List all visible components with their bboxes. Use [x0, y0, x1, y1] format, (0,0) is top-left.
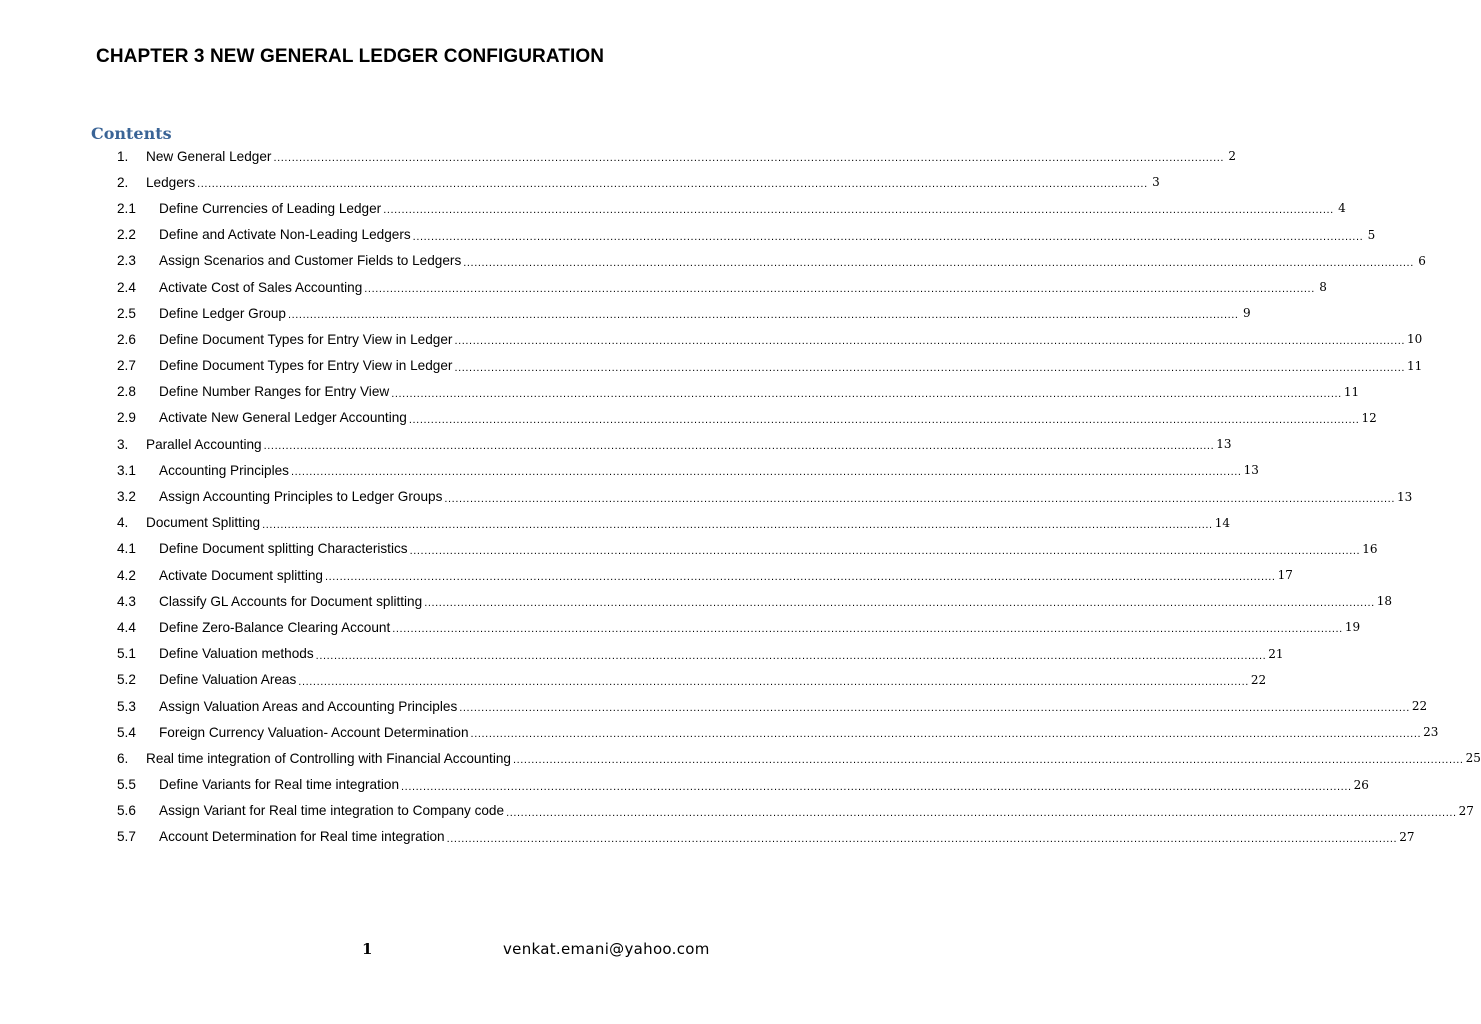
toc-entry-page: 17 — [1277, 568, 1293, 583]
toc-entry[interactable] — [117, 772, 1369, 798]
toc-entry-number: 5.7 — [117, 829, 136, 845]
toc-entry-page: 26 — [1353, 777, 1369, 792]
toc-dot-leader: .................................................................................................................................................................................................................................................................... — [409, 544, 1361, 557]
toc-dot-leader: .................................................................................................................................................................................................................................................................... — [273, 152, 1225, 165]
toc-dot-leader: .................................................................................................................................................................................................................................................................... — [298, 675, 1249, 688]
toc-entry-page: 9 — [1242, 306, 1251, 321]
toc-dot-leader: .................................................................................................................................................................................................................................................................... — [197, 178, 1148, 191]
toc-entry-page: 18 — [1376, 594, 1393, 609]
toc-entry[interactable] — [117, 483, 1413, 509]
toc-entry[interactable] — [117, 536, 1378, 562]
toc-entry-page: 8 — [1319, 280, 1327, 295]
toc-entry-number: 2.8 — [117, 384, 136, 400]
toc-entry[interactable] — [117, 745, 1481, 771]
contents-heading: Contents — [91, 124, 172, 143]
toc-entry-number: 5.4 — [117, 724, 136, 740]
toc-entry-number: 2. — [117, 174, 129, 190]
toc-entry-number: 2.2 — [117, 227, 136, 243]
footer-page-number: 1 — [362, 940, 373, 958]
toc-entry-number: 1. — [117, 148, 129, 164]
toc-entry-page: 19 — [1344, 620, 1361, 635]
toc-entry-page: 11 — [1407, 358, 1423, 373]
toc-entry-number: 2.9 — [117, 410, 136, 426]
toc-entry-number: 6. — [117, 750, 129, 766]
toc-entry-title: Document Splitting — [146, 515, 261, 531]
toc-dot-leader: .................................................................................................................................................................................................................................................................... — [392, 623, 1343, 636]
toc-entry[interactable] — [117, 248, 1426, 274]
toc-dot-leader: .................................................................................................................................................................................................................................................................... — [383, 204, 1334, 217]
toc-dot-leader: .................................................................................................................................................................................................................................................................... — [262, 518, 1213, 531]
toc-entry-title: New General Ledger — [146, 148, 272, 164]
toc-entry-number: 2.6 — [117, 331, 136, 347]
toc-entry-page: 2 — [1228, 149, 1237, 164]
toc-entry-title: Assign Accounting Principles to Ledger Groups — [159, 489, 443, 505]
toc-entry[interactable] — [117, 274, 1327, 300]
footer-email: venkat.emani@yahoo.com — [503, 940, 710, 958]
toc-entry-page: 27 — [1458, 803, 1474, 818]
toc-entry[interactable] — [117, 431, 1232, 457]
toc-dot-leader: .................................................................................................................................................................................................................................................................... — [454, 361, 1406, 374]
toc-entry-title: Define Document splitting Characteristics — [159, 541, 408, 557]
toc-entry-title: Define Document Types for Entry View in Ledger — [159, 331, 453, 347]
toc-dot-leader: .................................................................................................................................................................................................................................................................... — [459, 702, 1410, 715]
toc-entry-page: 22 — [1250, 672, 1267, 687]
toc-dot-leader: .................................................................................................................................................................................................................................................................... — [470, 728, 1422, 741]
toc-dot-leader: .................................................................................................................................................................................................................................................................... — [424, 597, 1375, 610]
toc-entry-page: 13 — [1243, 463, 1259, 478]
toc-entry[interactable] — [117, 798, 1474, 824]
toc-entry[interactable] — [117, 562, 1293, 588]
toc-entry-page: 12 — [1361, 410, 1377, 425]
toc-entry-page: 22 — [1411, 699, 1428, 714]
toc-entry-number: 2.5 — [117, 305, 136, 321]
toc-entry-title: Foreign Currency Valuation- Account Determination — [159, 724, 469, 740]
toc-entry-page: 4 — [1338, 201, 1346, 216]
toc-entry-title: Assign Scenarios and Customer Fields to Ledgers — [159, 253, 462, 269]
toc-entry-title: Ledgers — [146, 174, 196, 190]
toc-entry[interactable] — [117, 457, 1259, 483]
toc-entry-title: Define Document Types for Entry View in Ledger — [159, 358, 453, 374]
toc-entry-title: Define Currencies of Leading Ledger — [159, 200, 382, 216]
toc-entry-number: 4.3 — [117, 593, 136, 609]
toc-entry-number: 3. — [117, 436, 129, 452]
toc-entry-title: Define Zero-Balance Clearing Account — [159, 619, 391, 635]
toc-entry-number: 3.1 — [117, 462, 136, 478]
toc-entry[interactable] — [117, 614, 1361, 640]
toc-entry-title: Activate Cost of Sales Accounting — [159, 279, 363, 295]
toc-entry-title: Define Valuation Areas — [159, 672, 297, 688]
toc-dot-leader: .................................................................................................................................................................................................................................................................... — [315, 649, 1267, 662]
toc-entry[interactable] — [117, 405, 1377, 431]
toc-entry[interactable] — [117, 588, 1393, 614]
toc-entry-page: 13 — [1396, 489, 1413, 504]
toc-entry-title: Define and Activate Non-Leading Ledgers — [159, 227, 411, 243]
toc-entry[interactable] — [117, 300, 1251, 326]
toc-dot-leader: .................................................................................................................................................................................................................................................................... — [412, 230, 1364, 243]
toc-entry[interactable] — [117, 719, 1439, 745]
toc-entry-number: 4.4 — [117, 619, 136, 635]
toc-entry-number: 4. — [117, 515, 129, 531]
toc-entry-page: 11 — [1343, 384, 1360, 399]
toc-entry-number: 5.1 — [117, 646, 136, 662]
toc-entry-number: 4.2 — [117, 567, 136, 583]
toc-entry[interactable] — [117, 641, 1284, 667]
toc-entry-title: Accounting Principles — [159, 462, 289, 478]
toc-entry-number: 5.2 — [117, 672, 136, 688]
toc-entry-page: 27 — [1399, 829, 1415, 844]
toc-entry-title: Activate New General Ledger Accounting — [159, 410, 407, 426]
toc-entry-page: 14 — [1214, 515, 1230, 530]
toc-dot-leader: .................................................................................................................................................................................................................................................................... — [446, 832, 1398, 845]
toc-entry-title: Define Valuation methods — [159, 646, 314, 662]
toc-entry-page: 5 — [1367, 227, 1376, 242]
toc-dot-leader: .................................................................................................................................................................................................................................................................... — [444, 492, 1395, 505]
toc-entry[interactable] — [117, 667, 1267, 693]
toc-entry-page: 16 — [1362, 541, 1378, 556]
table-of-contents — [117, 143, 1481, 850]
toc-entry-number: 5.6 — [117, 803, 136, 819]
toc-dot-leader: .................................................................................................................................................................................................................................................................... — [263, 440, 1215, 453]
toc-entry-number: 2.1 — [117, 200, 136, 216]
toc-entry-number: 2.7 — [117, 358, 136, 374]
toc-entry-title: Assign Variant for Real time integration to Company code — [159, 803, 505, 819]
toc-entry[interactable] — [117, 169, 1160, 195]
toc-entry-number: 5.3 — [117, 698, 136, 714]
toc-entry-page: 23 — [1423, 725, 1439, 740]
toc-entry[interactable] — [117, 379, 1360, 405]
toc-entry-title: Real time integration of Controlling with Financial Accounting — [146, 750, 511, 766]
toc-entry-title: Classify GL Accounts for Document splitting — [159, 593, 423, 609]
toc-entry[interactable] — [117, 195, 1346, 221]
toc-dot-leader: .................................................................................................................................................................................................................................................................... — [401, 780, 1352, 793]
toc-entry-title: Define Variants for Real time integration — [159, 777, 400, 793]
toc-entry[interactable] — [117, 693, 1428, 719]
toc-dot-leader: .................................................................................................................................................................................................................................................................... — [463, 256, 1414, 269]
toc-dot-leader: .................................................................................................................................................................................................................................................................... — [408, 413, 1360, 426]
toc-entry[interactable] — [117, 222, 1376, 248]
toc-entry-page: 6 — [1418, 253, 1426, 268]
toc-dot-leader: .................................................................................................................................................................................................................................................................... — [391, 387, 1342, 400]
toc-entry-title: Define Ledger Group — [159, 305, 286, 321]
toc-entry-page: 3 — [1152, 175, 1160, 190]
toc-entry[interactable] — [117, 143, 1237, 169]
page-title: CHAPTER 3 NEW GENERAL LEDGER CONFIGURATION — [96, 46, 605, 67]
toc-dot-leader: .................................................................................................................................................................................................................................................................... — [324, 571, 1276, 584]
toc-entry-page: 13 — [1216, 437, 1232, 452]
toc-entry-page: 25 — [1465, 751, 1481, 766]
toc-entry-title: Account Determination for Real time integration — [159, 829, 445, 845]
toc-entry-page: 10 — [1407, 332, 1423, 347]
toc-entry-title: Parallel Accounting — [146, 436, 262, 452]
toc-entry-number: 5.5 — [117, 777, 136, 793]
toc-dot-leader: .................................................................................................................................................................................................................................................................... — [512, 754, 1464, 767]
toc-entry-title: Activate Document splitting — [159, 567, 323, 583]
toc-entry-title: Assign Valuation Areas and Accounting Principles — [159, 698, 458, 714]
toc-entry-number: 2.4 — [117, 279, 136, 295]
toc-dot-leader: .................................................................................................................................................................................................................................................................... — [506, 806, 1457, 819]
toc-entry-number: 4.1 — [117, 541, 136, 557]
toc-dot-leader: .................................................................................................................................................................................................................................................................... — [287, 309, 1239, 322]
toc-entry[interactable] — [117, 824, 1415, 850]
toc-dot-leader: .................................................................................................................................................................................................................................................................... — [364, 283, 1315, 296]
toc-entry[interactable] — [117, 510, 1230, 536]
toc-entry-number: 2.3 — [117, 253, 136, 269]
toc-entry[interactable] — [117, 353, 1423, 379]
toc-dot-leader: .................................................................................................................................................................................................................................................................... — [454, 335, 1406, 348]
toc-entry[interactable] — [117, 326, 1423, 352]
toc-dot-leader: .................................................................................................................................................................................................................................................................... — [290, 466, 1242, 479]
toc-entry-page: 21 — [1268, 646, 1284, 661]
toc-entry-title: Define Number Ranges for Entry View — [159, 384, 390, 400]
toc-entry-number: 3.2 — [117, 489, 136, 505]
